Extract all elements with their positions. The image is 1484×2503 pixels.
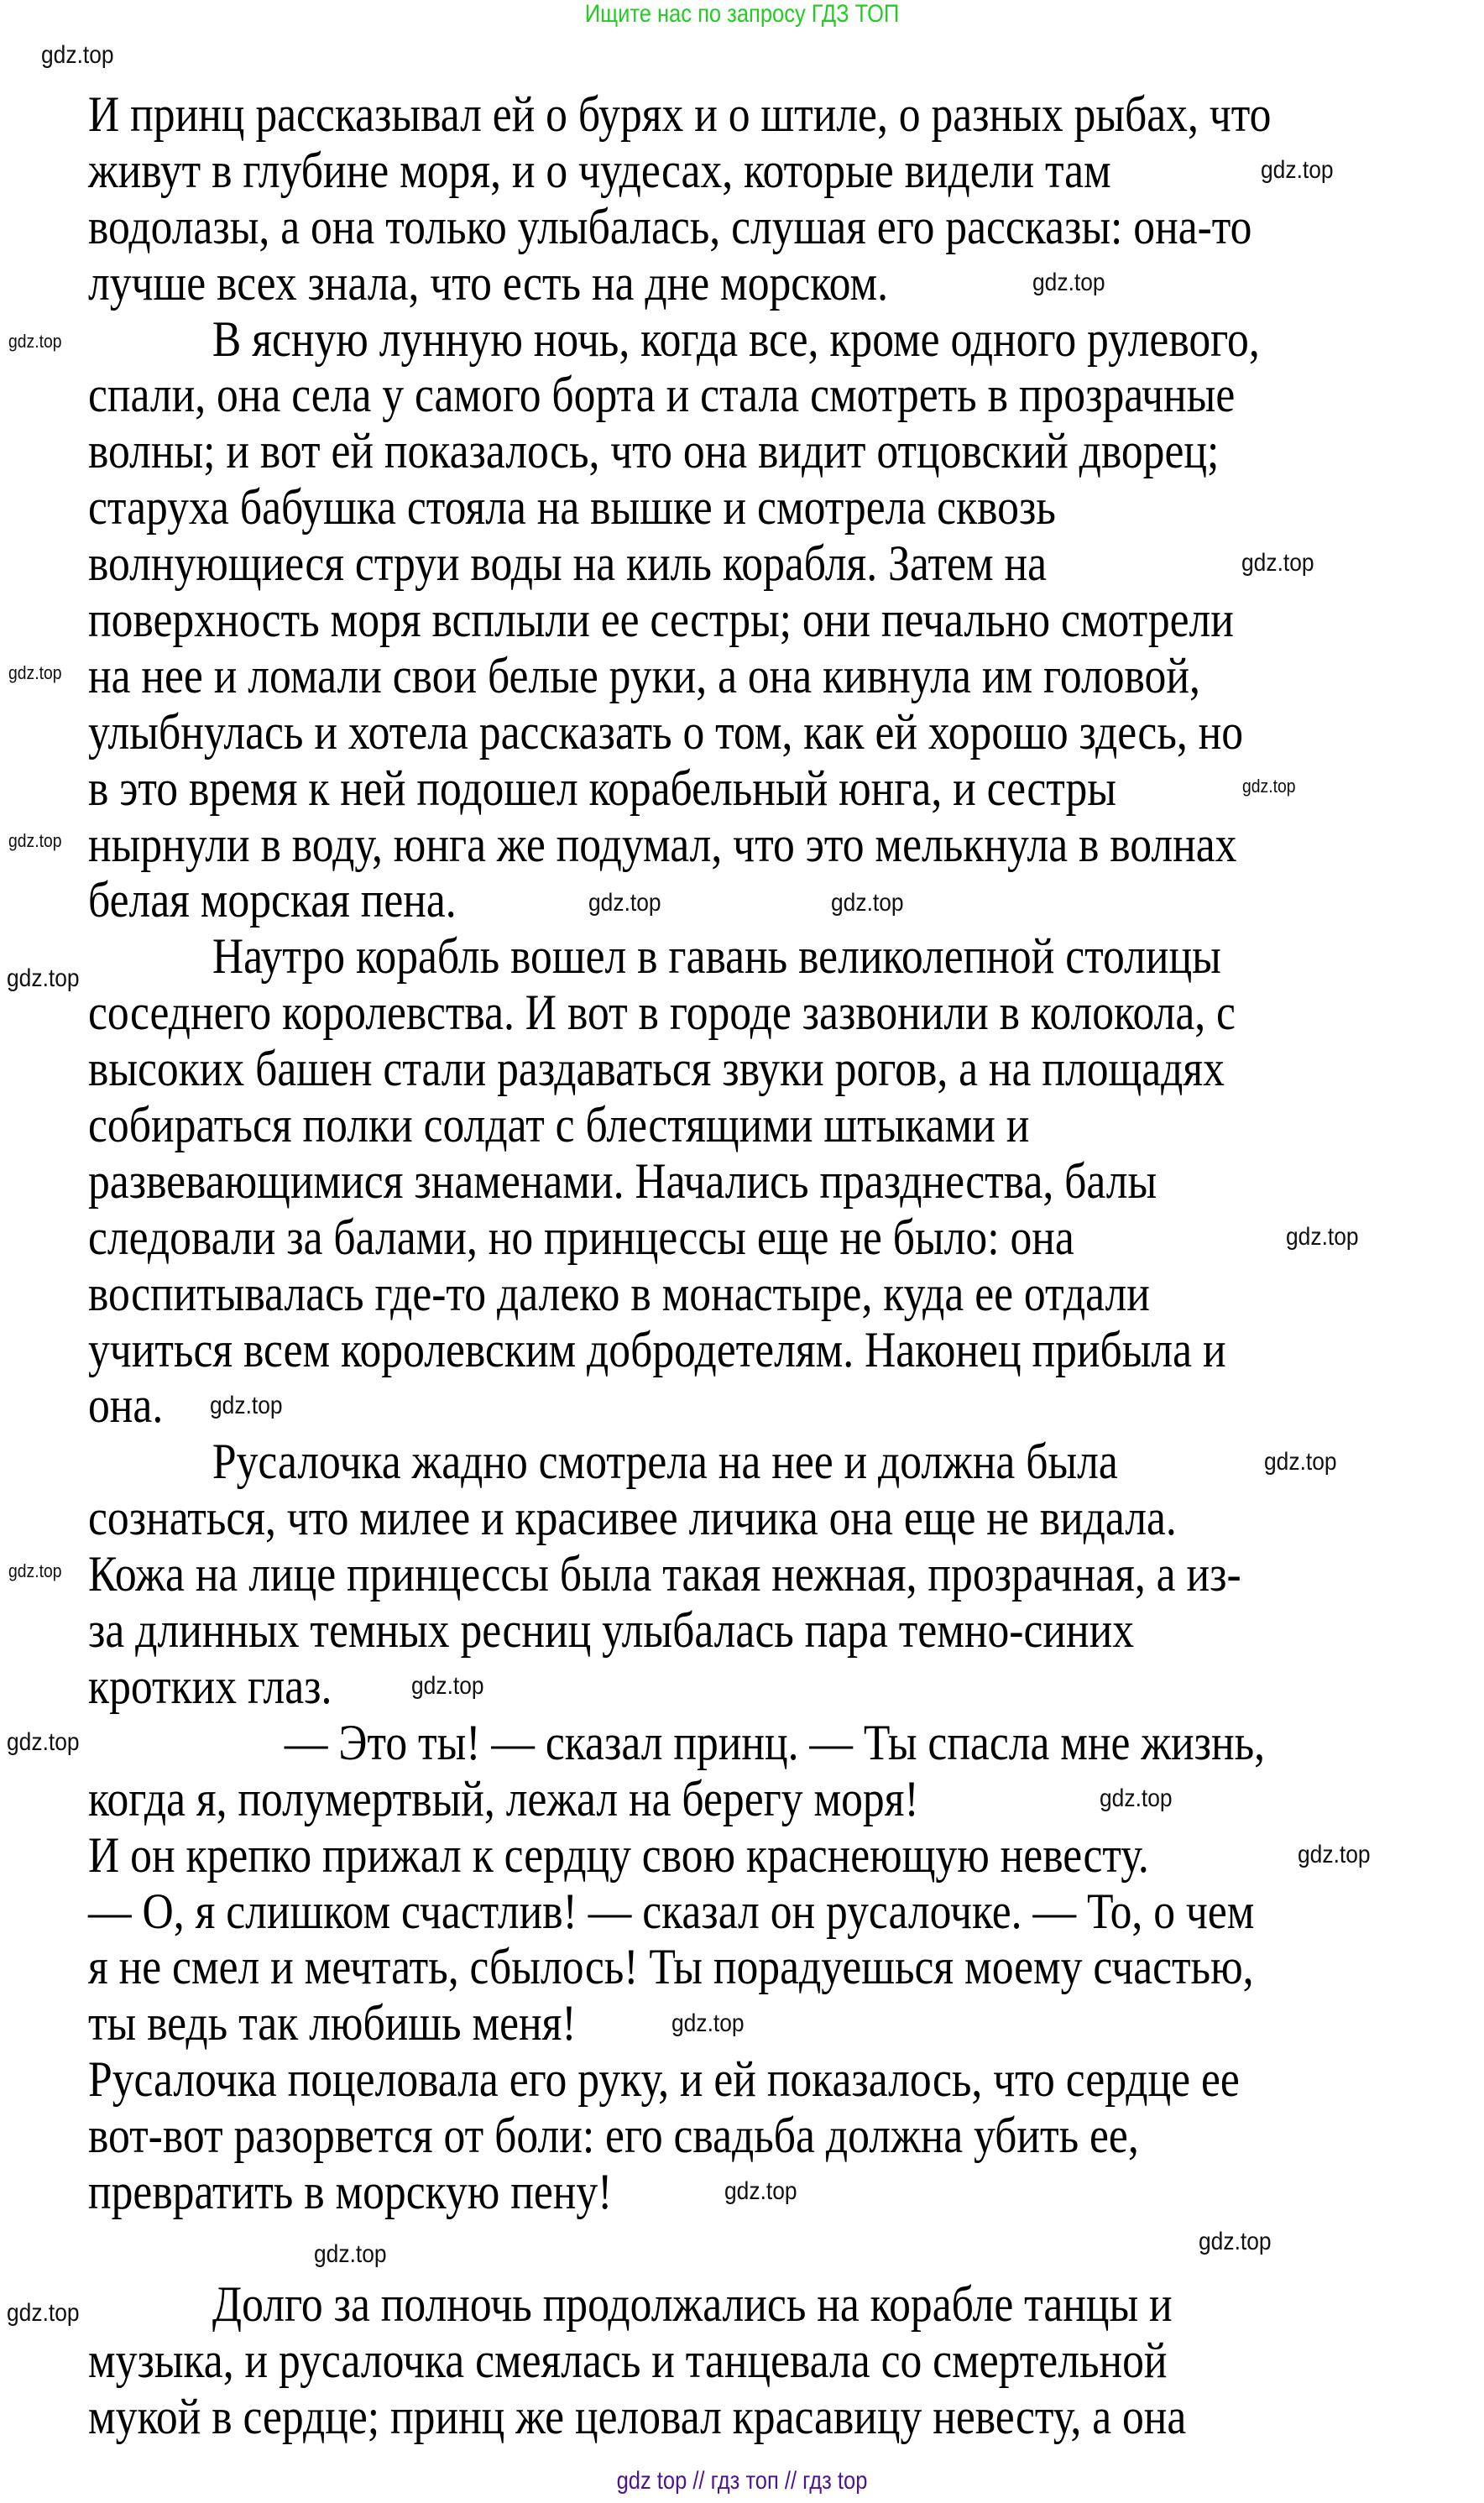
text-line: она. (88, 1377, 164, 1434)
watermark: gdz.top (1298, 1841, 1371, 1868)
watermark: gdz.top (8, 1560, 62, 1581)
text-line: соседнего королевства. И вот в городе зазвонили в колокола, с (88, 985, 1236, 1041)
text-line: кротких глаз. (88, 1658, 332, 1714)
story-text (88, 86, 1464, 2444)
text-line: И он крепко прижал к сердцу свою краснеющую невесту. (88, 1826, 1149, 1883)
text-line: на нее и ломали свои белые руки, а она кивнула им головой, (88, 647, 1200, 703)
watermark: gdz.top (1100, 1784, 1173, 1812)
watermark: gdz.top (671, 2009, 745, 2037)
text-line: живут в глубине моря, и о чудесах, которые видели там (88, 142, 1111, 198)
watermark: gdz.top (8, 331, 62, 352)
text-line: лучше всех знала, что есть на дне морском. (88, 254, 889, 311)
text-line: Русалочка поцеловала его руку, и ей показалось, что сердце ее (88, 2051, 1240, 2108)
text-line: — О, я слишком счастлив! — сказал он русалочке. — То, о чем (88, 1883, 1255, 1939)
text-line: Кожа на лице принцессы была такая нежная, прозрачная, а из- (88, 1546, 1241, 1602)
text-line: мукой в сердце; принц же целовал красавицу невесту, а она (88, 2388, 1187, 2444)
text-line: учиться всем королевским добродетелям. Наконец прибыла и (88, 1321, 1226, 1377)
text-line: собираться полки солдат с блестящими штыками и (88, 1097, 1030, 1153)
watermark: gdz.top (7, 2299, 80, 2327)
watermark: gdz.top (210, 1392, 283, 1419)
watermark: gdz.top (7, 1728, 80, 1756)
watermark: gdz.top (7, 964, 80, 992)
text-line: Наутро корабль вошел в гавань великолепной столицы (212, 928, 1221, 985)
text-line: ты ведь так любишь меня! (88, 1995, 577, 2051)
watermark: gdz.top (1199, 2228, 1272, 2255)
footer-links[interactable]: gdz top // гдз топ // гдз top (616, 2467, 868, 2495)
text-line: развевающимися знаменами. Начались празднества, балы (88, 1152, 1157, 1209)
text-line: превратить в морскую пену! (88, 2163, 613, 2219)
text-line: поверхность моря всплыли ее сестры; они печально смотрели (88, 592, 1234, 648)
watermark: gdz.top (724, 2177, 797, 2205)
watermark: gdz.top (1261, 156, 1334, 184)
watermark: gdz.top (1264, 1448, 1337, 1476)
watermark: gdz.top (314, 2240, 387, 2268)
text-line: волнующиеся струи воды на киль корабля. Затем на (88, 536, 1048, 592)
text-line: белая морская пена. (88, 872, 457, 928)
text-line: волны; и вот ей показалось, что она видит отцовский дворец; (88, 423, 1220, 479)
text-line: — Это ты! — сказал принц. — Ты спасла мне жизнь, (284, 1714, 1266, 1770)
text-line (88, 2220, 99, 2276)
watermark: gdz.top (8, 662, 62, 683)
watermark: gdz.top (411, 1672, 484, 1700)
text-line: улыбнулась и хотела рассказать о том, как ей хорошо здесь, но (88, 703, 1244, 760)
text-line: вот-вот разорвется от боли: его свадьба должна убить ее, (88, 2108, 1139, 2164)
text-line: В ясную лунную ночь, когда все, кроме одного рулевого, (212, 311, 1260, 367)
text-line: И принц рассказывал ей о бурях и о штиле, о разных рыбах, что (88, 86, 1272, 142)
search-hint-banner[interactable]: Ищите нас по запросу ГДЗ ТОП (584, 0, 900, 28)
text-line: высоких башен стали раздаваться звуки рогов, а на площадях (88, 1041, 1225, 1097)
text-line: водолазы, а она только улыбалась, слушая его рассказы: она-то (88, 198, 1252, 254)
watermark: gdz.top (831, 889, 904, 917)
text-line: старуха бабушка стояла на вышке и смотрела сквозь (88, 479, 1056, 536)
text-line: за длинных темных ресниц улыбалась пара темно-синих (88, 1602, 1135, 1659)
text-line: музыка, и русалочка смеялась и танцевала со смертельной (88, 2332, 1168, 2388)
watermark: gdz.top (41, 41, 114, 69)
text-line: когда я, полумертвый, лежал на берегу моря! (88, 1770, 919, 1826)
text-line: следовали за балами, но принцессы еще не было: она (88, 1209, 1074, 1265)
text-line: нырнули в воду, юнга же подумал, что это мелькнула в волнах (88, 816, 1237, 872)
watermark: gdz.top (8, 830, 62, 851)
watermark: gdz.top (1242, 776, 1296, 797)
text-line: Русалочка жадно смотрела на нее и должна была (212, 1434, 1118, 1490)
text-line: я не смел и мечтать, сбылось! Ты порадуешься моему счастью, (88, 1939, 1254, 1995)
text-line: Долго за полночь продолжались на корабле танцы и (212, 2276, 1173, 2332)
text-line: сознаться, что милее и красивее личика она еще не видала. (88, 1490, 1177, 1546)
watermark: gdz.top (1241, 549, 1314, 577)
watermark: gdz.top (588, 889, 661, 917)
watermark: gdz.top (1032, 269, 1105, 296)
watermark: gdz.top (1286, 1223, 1359, 1251)
text-line: в это время к ней подошел корабельный юнга, и сестры (88, 760, 1116, 816)
text-line: воспитывалась где-то далеко в монастыре, куда ее отдали (88, 1265, 1150, 1321)
text-line: спали, она села у самого борта и стала смотреть в прозрачные (88, 367, 1236, 423)
